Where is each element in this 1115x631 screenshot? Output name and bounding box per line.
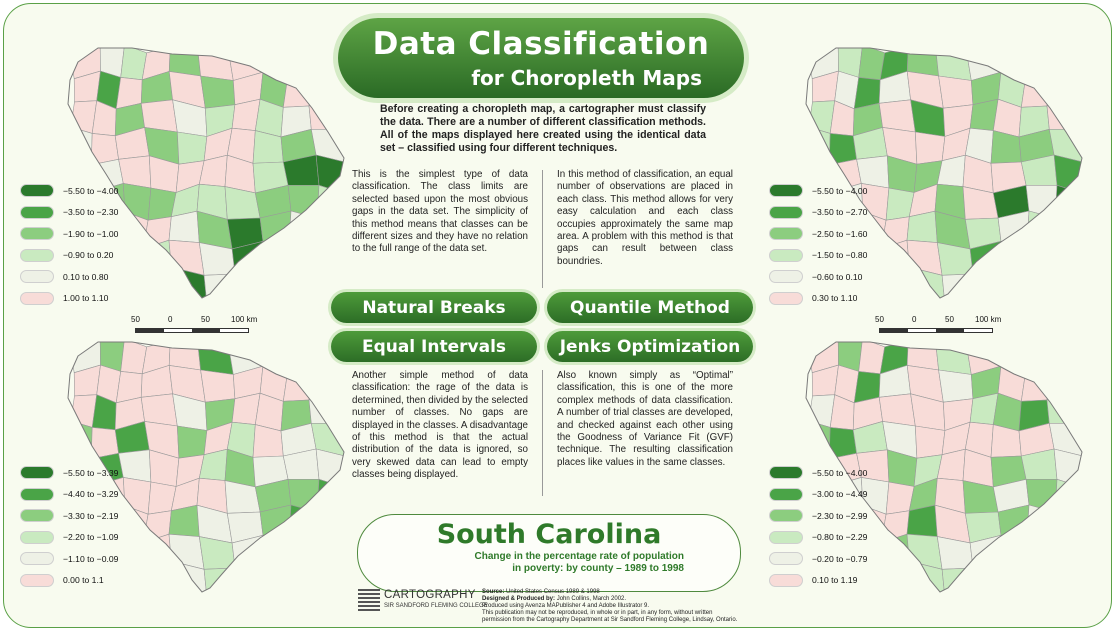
county xyxy=(261,241,289,274)
legend-swatch xyxy=(20,466,54,479)
legend-label: −1.90 to −1.00 xyxy=(63,228,119,239)
intro-paragraph: Before creating a choropleth map, a cartographer must classify the data. There are a number of different classification methods. All of the maps displayed here created using the identical data set – classified using four different techniques. xyxy=(380,103,706,154)
county xyxy=(285,241,313,275)
legend-label: −5.50 to −4.00 xyxy=(63,185,119,196)
county xyxy=(261,43,291,74)
legend-swatch xyxy=(769,292,803,305)
legend-item xyxy=(20,245,118,267)
county xyxy=(995,561,1023,596)
credits-copyright: This publication may not be reproduced, in whole or in part, in any form, without written xyxy=(482,610,713,616)
legend-item xyxy=(769,223,867,245)
legend-swatch xyxy=(20,227,54,240)
county xyxy=(317,479,343,513)
county xyxy=(999,241,1027,274)
legend-natural-breaks xyxy=(20,180,118,309)
legend-swatch xyxy=(20,552,54,565)
county xyxy=(309,267,341,298)
county xyxy=(169,240,204,275)
county xyxy=(313,218,339,249)
county xyxy=(309,561,341,592)
county xyxy=(281,274,310,302)
legend-item xyxy=(20,288,118,310)
county xyxy=(1049,50,1075,81)
county xyxy=(169,44,200,76)
legend-swatch xyxy=(20,574,54,587)
county xyxy=(1047,243,1074,276)
county xyxy=(1023,241,1051,275)
legend-label: −2.30 to −2.99 xyxy=(812,510,868,521)
county xyxy=(311,50,337,81)
county xyxy=(1027,211,1055,249)
county xyxy=(1047,73,1075,106)
legend-label: −3.30 to −2.19 xyxy=(63,510,119,521)
legend-item xyxy=(20,570,118,592)
scale-tick: 50 xyxy=(945,315,954,324)
legend-swatch xyxy=(769,509,803,522)
scale-bar-graphic xyxy=(879,328,993,333)
legend-item xyxy=(769,570,867,592)
county xyxy=(1047,393,1080,423)
county xyxy=(879,561,914,592)
county xyxy=(66,421,92,459)
county xyxy=(123,477,151,514)
county xyxy=(1047,99,1080,129)
legend-swatch xyxy=(769,184,803,197)
subject-subtitle-line1: Change in the percentage rate of population xyxy=(474,551,684,562)
legend-swatch xyxy=(769,466,803,479)
legend-label: −5.50 to −3.39 xyxy=(63,467,119,478)
county xyxy=(1055,185,1081,219)
legend-item xyxy=(769,266,867,288)
legend-jenks-optimization xyxy=(769,462,867,591)
county xyxy=(309,367,337,400)
county xyxy=(1026,337,1054,375)
legend-item xyxy=(769,505,867,527)
legend-item xyxy=(20,266,118,288)
logo-subtitle: SIR SANDFORD FLEMING COLLEGE xyxy=(384,603,488,609)
subject-box xyxy=(357,514,741,592)
legend-swatch xyxy=(769,249,803,262)
county xyxy=(1019,274,1048,302)
county xyxy=(261,535,289,568)
legend-swatch xyxy=(769,270,803,283)
county xyxy=(935,338,971,375)
subject-subtitle-line2: in poverty: by county – 1989 to 1998 xyxy=(512,563,684,574)
county xyxy=(177,132,207,164)
legend-item xyxy=(20,548,118,570)
credits-source: Source: United States Census 1989 & 1998 xyxy=(482,589,600,595)
legend-swatch xyxy=(20,488,54,501)
legend-label: −3.50 to −2.30 xyxy=(63,207,119,218)
method-label-jenks-optimization: Jenks Optimization xyxy=(547,331,753,362)
legend-item xyxy=(769,202,867,224)
column-divider-top xyxy=(542,170,543,288)
county xyxy=(281,568,310,596)
legend-item xyxy=(20,505,118,527)
legend-swatch xyxy=(20,249,54,262)
county xyxy=(1051,218,1077,249)
county xyxy=(177,426,207,458)
county xyxy=(999,337,1029,368)
legend-label: −5.50 to −4.00 xyxy=(812,467,868,478)
county xyxy=(1047,267,1079,298)
legend-label: −1.50 to −0.80 xyxy=(812,250,868,261)
county xyxy=(201,370,235,402)
page-subtitle: for Choropleth Maps xyxy=(471,66,702,90)
title-banner xyxy=(338,18,744,98)
legend-swatch xyxy=(20,206,54,219)
county xyxy=(309,393,342,423)
scale-tick: 0 xyxy=(168,315,173,324)
county xyxy=(935,44,971,81)
scale-tick: 50 xyxy=(201,315,210,324)
legend-label: −0.20 to −0.79 xyxy=(812,553,868,564)
legend-label: −0.60 to 0.10 xyxy=(812,271,863,282)
county xyxy=(915,426,945,458)
county xyxy=(907,534,942,569)
county xyxy=(141,561,176,592)
legend-label: −0.80 to −2.29 xyxy=(812,532,868,543)
county xyxy=(289,211,317,249)
legend-label: 0.10 to 0.80 xyxy=(63,271,109,282)
legend-item xyxy=(20,223,118,245)
method-label-quantile-method: Quantile Method xyxy=(547,292,753,323)
legend-label: −0.90 to 0.20 xyxy=(63,250,114,261)
county xyxy=(804,421,830,459)
county xyxy=(233,267,261,297)
county xyxy=(879,100,915,132)
scale-tick: 50 xyxy=(131,315,140,324)
description-quantile-method: In this method of classification, an equal number of observations are placed in each class. This method allows for very easy calculation and each class occupies approximately the same map area. A problem with this method is that gaps can result between class boundries. xyxy=(557,169,733,267)
credits xyxy=(482,589,737,624)
scale-tick: 0 xyxy=(912,315,917,324)
legend-item xyxy=(769,288,867,310)
county xyxy=(141,100,177,132)
county xyxy=(309,537,336,570)
county xyxy=(204,568,235,596)
county xyxy=(141,240,171,273)
county xyxy=(289,505,317,543)
county xyxy=(942,568,973,596)
legend-item xyxy=(20,484,118,506)
county xyxy=(117,244,143,276)
legend-item xyxy=(769,527,867,549)
county xyxy=(117,538,143,570)
legend-item xyxy=(769,462,867,484)
county xyxy=(999,43,1029,74)
county xyxy=(1026,43,1054,81)
page-title: Data Classification xyxy=(372,26,710,62)
county xyxy=(257,267,285,302)
subject-subtitle xyxy=(418,551,684,575)
legend-quantile-method xyxy=(769,180,867,309)
credits-permission: permission from the Cartography Department at Sir Sandford Fleming College, Lindsay, Ontario. xyxy=(482,617,738,623)
county xyxy=(309,99,342,129)
county xyxy=(1047,561,1079,592)
credits-software: Produced using Avenza MAPublisher 4 and Adobe Illustrator 9. xyxy=(482,603,649,609)
legend-swatch xyxy=(20,531,54,544)
county xyxy=(204,274,235,302)
legend-label: −5.50 to −4.00 xyxy=(812,185,868,196)
legend-label: 0.00 to 1.1 xyxy=(63,575,104,586)
county xyxy=(115,567,143,596)
legend-label: 0.30 to 1.10 xyxy=(812,293,858,304)
description-equal-intervals: Another simple method of data classification: the rage of the data is determined, then divided by the selected number of classes. No gaps are displayed in the classes. A disadvantage of this method is that the actual distribution of the data is ignored, so very skewed data can lead to empty classes being displayed. xyxy=(352,370,528,481)
scale-bar-graphic xyxy=(135,328,249,333)
county xyxy=(1055,479,1081,513)
county xyxy=(309,73,337,106)
county xyxy=(288,337,316,375)
legend-item xyxy=(769,245,867,267)
county xyxy=(141,394,177,426)
county xyxy=(1019,568,1048,596)
legend-item xyxy=(769,548,867,570)
legend-item xyxy=(20,462,118,484)
legend-item xyxy=(769,484,867,506)
county xyxy=(879,240,909,273)
description-natural-breaks: This is the simplest type of data classification. The class limits are selected based upon the most obvious gaps in the data set. The simplicity of this method means that classes can be different sizes and they have no relation to the full range of the data set. xyxy=(352,169,528,255)
county xyxy=(197,338,233,375)
county xyxy=(939,76,973,108)
legend-item xyxy=(20,527,118,549)
county xyxy=(169,338,200,370)
subject-title: South Carolina xyxy=(436,519,662,550)
scale-tick: 100 km xyxy=(975,315,1002,324)
county xyxy=(1049,344,1075,375)
county xyxy=(999,535,1027,568)
method-label-natural-breaks: Natural Breaks xyxy=(331,292,537,323)
legend-swatch xyxy=(769,574,803,587)
legend-label: −3.00 to −4.49 xyxy=(812,489,868,500)
legend-swatch xyxy=(769,206,803,219)
column-divider-bottom xyxy=(542,370,543,496)
logo-stripes-icon xyxy=(358,589,380,611)
county xyxy=(197,44,233,81)
legend-swatch xyxy=(20,270,54,283)
county xyxy=(288,43,316,81)
description-jenks-optimization: Also known simply as “Optimal” classification, this is one of the more complex methods of data classification. A number of trial classes are developed, and checked against each other using the Goodness of Variance Fit (GVF) technique. The resulting classification places like values in the same classes. xyxy=(557,370,733,468)
county xyxy=(942,274,973,302)
scale-bar-left xyxy=(131,315,271,339)
legend-swatch xyxy=(769,488,803,501)
legend-label: −1.10 to −0.09 xyxy=(63,553,119,564)
method-label-equal-intervals: Equal Intervals xyxy=(331,331,537,362)
scale-tick: 50 xyxy=(875,315,884,324)
county xyxy=(1023,535,1051,569)
legend-item xyxy=(20,202,118,224)
county xyxy=(66,127,92,165)
county xyxy=(1047,537,1074,570)
county xyxy=(907,240,942,275)
county xyxy=(233,561,261,591)
legend-swatch xyxy=(769,227,803,240)
county xyxy=(169,534,204,569)
legend-label: −2.50 to −1.60 xyxy=(812,228,868,239)
county xyxy=(995,267,1023,302)
county xyxy=(915,132,945,164)
legend-swatch xyxy=(20,292,54,305)
county xyxy=(804,127,830,165)
legend-swatch xyxy=(769,531,803,544)
county xyxy=(201,76,235,108)
legend-label: −2.20 to −1.09 xyxy=(63,532,119,543)
legend-label: 0.10 to 1.19 xyxy=(812,575,858,586)
county xyxy=(939,370,973,402)
county xyxy=(141,267,176,298)
county xyxy=(907,44,938,76)
county xyxy=(971,561,999,591)
county xyxy=(1027,505,1055,543)
county xyxy=(879,267,914,298)
county xyxy=(971,267,999,297)
legend-item xyxy=(769,180,867,202)
county xyxy=(285,535,313,569)
logo-name: CARTOGRAPHY xyxy=(384,589,476,601)
county xyxy=(309,243,336,276)
legend-swatch xyxy=(20,509,54,522)
legend-label: −3.50 to −2.70 xyxy=(812,207,868,218)
legend-item xyxy=(20,180,118,202)
county xyxy=(141,534,171,567)
county xyxy=(261,337,291,368)
county xyxy=(1047,367,1075,400)
county xyxy=(123,183,151,220)
legend-swatch xyxy=(20,184,54,197)
county xyxy=(257,561,285,596)
legend-equal-intervals xyxy=(20,462,118,591)
scale-bar-right xyxy=(875,315,1015,339)
county xyxy=(115,273,143,302)
county xyxy=(907,338,938,370)
county xyxy=(1051,512,1077,543)
legend-label: −4.40 to −3.29 xyxy=(63,489,119,500)
scale-tick: 100 km xyxy=(231,315,258,324)
county xyxy=(317,185,343,219)
cartography-logo xyxy=(358,589,488,615)
county xyxy=(313,512,339,543)
legend-label: 1.00 to 1.10 xyxy=(63,293,109,304)
legend-swatch xyxy=(769,552,803,565)
county xyxy=(879,394,915,426)
credits-produced: Designed & Produced by: John Collins, March 2002. xyxy=(482,596,627,602)
county xyxy=(879,534,909,567)
